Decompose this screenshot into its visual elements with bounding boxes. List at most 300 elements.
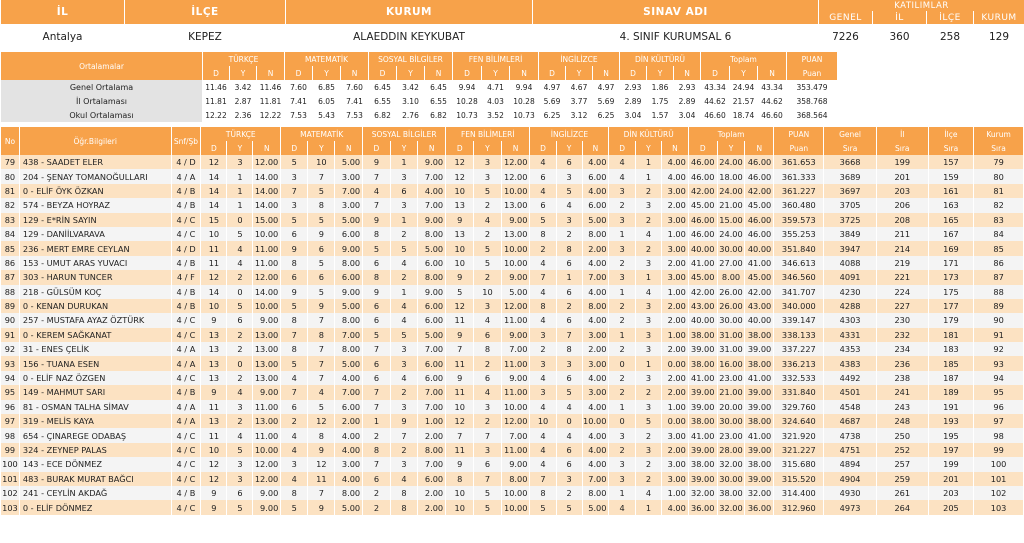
student-rank: 3705 [824,198,875,212]
student-score: 9 [281,241,307,255]
student-score: 3 [609,457,634,471]
average-value: 1.57 [651,110,669,120]
student-score: 9.00 [253,385,280,399]
student-score: 26.00 [718,285,745,299]
student-score: 3 [557,356,582,370]
student-row [1,184,1023,198]
student-class: 4 / B [172,486,201,500]
student-score: 9 [363,213,390,227]
average-value: 3.04 [678,110,696,120]
student-name: 81 - OSMAN TALHA SİMAV [20,400,171,414]
student-rank: 88 [974,285,1023,299]
student-no: 91 [1,328,19,342]
student-puan: 321.920 [774,428,823,442]
student-rank: 97 [974,414,1023,428]
dyn-label: D [530,141,555,155]
student-rank: 243 [877,400,928,414]
student-score: 24.00 [718,184,745,198]
student-class: 4 / D [172,155,201,169]
student-score: 24.00 [718,227,745,241]
student-score: 3 [391,457,418,471]
student-score: 9.00 [335,241,362,255]
student-score: 3 [281,198,307,212]
student-score: 7.00 [583,270,609,284]
student-class: 4 / C [172,371,201,385]
student-row [1,155,1023,169]
col-rank-il: İl [877,127,928,141]
student-score: 6.00 [418,256,445,270]
student-score: 30.00 [718,313,745,327]
student-score: 38.00 [689,328,717,342]
dyn-label: Y [474,141,500,155]
dyn-label: N [335,141,362,155]
average-value: 24.94 [732,82,755,92]
student-rank: 90 [974,313,1023,327]
average-value: 7.41 [290,96,307,106]
student-score: 12.00 [502,414,530,428]
student-score: 4 [391,299,418,313]
col-subject-turkce: TÜRKÇE [201,127,280,141]
student-rank: 206 [877,198,928,212]
student-class: 4 / B [172,299,201,313]
student-score: 41.00 [745,256,773,270]
student-score: 30.00 [718,472,745,486]
student-score: 3 [636,371,661,385]
student-score: 23.00 [718,428,745,442]
student-name: 218 - GÜLSÜM KOÇ [20,285,171,299]
student-score: 8 [391,500,418,514]
student-score: 4 [391,313,418,327]
student-score: 6 [363,313,390,327]
student-score: 6.00 [583,169,609,183]
student-name: 204 - ŞENAY TOMANOĞULLARI [20,169,171,183]
student-score: 32.00 [689,486,717,500]
average-value: 4.97 [543,82,561,92]
student-no: 94 [1,371,19,385]
col-snf-sb: Snf/Şb [172,127,201,155]
student-score: 1 [227,169,252,183]
dyn-label: N [583,141,609,155]
student-name: 483 - BURAK MURAT BAĞCI [20,472,171,486]
student-score: 4.00 [335,428,362,442]
student-class: 4 / C [172,472,201,486]
student-score: 7.00 [335,328,362,342]
student-score: 1 [636,270,661,284]
student-score: 4 [530,371,555,385]
student-rank: 208 [877,213,928,227]
avg-subject-matematik: MATEMATİK [285,52,368,66]
student-score: 9 [281,285,307,299]
avg-dyn-label: Y [313,66,340,80]
student-score: 1 [391,213,418,227]
student-score: 4 [530,155,555,169]
student-score: 39.00 [689,385,717,399]
student-rank: 203 [877,184,928,198]
student-score: 6.00 [335,270,362,284]
student-no: 100 [1,457,19,471]
student-score: 13.00 [253,371,280,385]
student-score: 45.00 [689,270,717,284]
katilim-genel-value: 7226 [832,31,859,43]
col-subject-matematik: MATEMATİK [281,127,362,141]
avg-dyn-label: Y [566,66,592,80]
avg-dyn-label: D [539,66,565,80]
student-rank: 3697 [824,184,875,198]
student-rank: 201 [877,169,928,183]
student-score: 4.00 [583,400,609,414]
student-score: 1.00 [662,227,688,241]
avg-dyn-label: D [701,66,729,80]
student-score: 6 [557,371,582,385]
student-rank: 169 [929,241,973,255]
student-score: 7.00 [502,428,530,442]
student-score: 9.00 [502,328,530,342]
student-score: 1 [391,285,418,299]
average-label: Genel Ortalama [1,80,202,94]
student-score: 5.00 [418,328,445,342]
average-value: 3.12 [570,110,588,120]
student-rank: 264 [877,500,928,514]
student-class: 4 / B [172,256,201,270]
student-score: 1.00 [662,328,688,342]
student-score: 8 [281,313,307,327]
student-score: 8 [391,486,418,500]
student-score: 7 [281,184,307,198]
student-score: 10.00 [253,443,280,457]
student-score: 12 [308,414,334,428]
student-score: 3 [636,328,661,342]
student-score: 12 [201,155,226,169]
student-rank: 4383 [824,356,875,370]
student-rank: 84 [974,227,1023,241]
student-score: 6 [557,313,582,327]
student-score: 5 [227,500,252,514]
student-score: 9 [201,500,226,514]
student-score: 8 [557,241,582,255]
average-value: 10.73 [456,110,478,120]
dyn-label: Y [557,141,582,155]
student-score: 46.00 [689,213,717,227]
avg-subject-turkce: TÜRKÇE [203,52,284,66]
student-rank: 3689 [824,169,875,183]
student-rank: 4904 [824,472,875,486]
student-score: 0.00 [662,356,688,370]
student-class: 4 / B [172,184,201,198]
student-score: 10.00 [502,500,530,514]
student-score: 6 [391,184,418,198]
student-score: 26.00 [718,299,745,313]
katilim-col-genel: GENEL [819,11,872,24]
student-puan: 341.707 [774,285,823,299]
avg-dyn-label: Y [647,66,673,80]
student-puan: 312.960 [774,500,823,514]
student-score: 10 [446,500,473,514]
student-score: 20.00 [718,400,745,414]
student-score: 3 [609,270,634,284]
student-score: 9.00 [418,285,445,299]
student-rank: 250 [877,428,928,442]
student-rank: 85 [974,241,1023,255]
student-score: 6 [557,443,582,457]
student-score: 2 [636,184,661,198]
student-score: 13.00 [253,414,280,428]
average-value: 6.25 [597,110,615,120]
student-rank: 4738 [824,428,875,442]
student-score: 3 [636,400,661,414]
student-score: 32.00 [718,457,745,471]
student-score: 7 [446,428,473,442]
avg-dyn-label: Y [230,66,256,80]
student-score: 5 [308,256,334,270]
student-score: 5 [308,213,334,227]
student-score: 2.00 [583,342,609,356]
average-value: 7.53 [346,110,363,120]
student-score: 15.00 [253,213,280,227]
student-score: 7 [308,342,334,356]
student-score: 9 [446,457,473,471]
student-score: 2.00 [662,385,688,399]
student-puan: 315.520 [774,472,823,486]
student-score: 4.00 [418,184,445,198]
student-score: 2.00 [583,241,609,255]
average-value: 21.57 [732,96,755,106]
student-score: 10 [446,400,473,414]
student-rank: 201 [929,472,973,486]
student-score: 1 [609,285,634,299]
student-name: 654 - ÇINAREGE ODABAŞ [20,428,171,442]
student-rank: 257 [877,457,928,471]
student-score: 3.00 [335,169,362,183]
student-score: 0 [227,356,252,370]
average-value: 9.94 [515,82,533,92]
student-score: 12 [446,414,473,428]
student-score: 2 [281,414,307,428]
student-score: 10 [201,443,226,457]
student-score: 2 [557,299,582,313]
student-score: 2 [636,457,661,471]
student-puan: 314.400 [774,486,823,500]
average-value: 6.55 [430,96,447,106]
student-score: 3 [474,400,500,414]
student-score: 42.00 [745,184,773,198]
student-rank: 157 [929,155,973,169]
col-subject-sosyal: SOSYAL BİLGİLER [363,127,445,141]
student-score: 11 [201,428,226,442]
student-score: 4 [227,385,252,399]
student-score: 4 [530,400,555,414]
student-score: 4.00 [335,371,362,385]
student-score: 9 [201,486,226,500]
student-score: 38.00 [689,457,717,471]
student-score: 5 [281,213,307,227]
student-score: 1 [609,486,634,500]
student-score: 38.00 [745,328,773,342]
student-score: 6 [281,270,307,284]
student-score: 0 [227,213,252,227]
student-no: 90 [1,313,19,327]
student-score: 2 [227,371,252,385]
student-score: 3 [530,356,555,370]
student-name: 438 - SAADET ELER [20,155,171,169]
student-score: 6 [474,328,500,342]
student-score: 4.00 [662,155,688,169]
student-no: 86 [1,256,19,270]
student-score: 3 [227,472,252,486]
student-score: 6 [530,169,555,183]
student-score: 6 [227,313,252,327]
student-score: 2 [474,414,500,428]
student-score: 1 [636,155,661,169]
student-score: 5.00 [335,356,362,370]
dyn-label: N [502,141,530,155]
student-class: 4 / C [172,227,201,241]
student-score: 6.00 [418,371,445,385]
student-score: 9 [201,385,226,399]
student-score: 11 [446,385,473,399]
student-score: 3 [636,443,661,457]
student-score: 7 [308,169,334,183]
student-score: 5 [557,385,582,399]
student-score: 4 [636,285,661,299]
student-score: 12 [308,457,334,471]
student-rank: 177 [929,299,973,313]
student-score: 1 [391,155,418,169]
student-score: 6 [474,371,500,385]
col-ogr-bilgileri: Öğr.Bilgileri [20,127,171,155]
student-score: 14 [201,198,226,212]
student-score: 3.00 [662,241,688,255]
avg-subject-toplam: Toplam [701,52,786,66]
student-puan: 355.253 [774,227,823,241]
student-score: 9 [308,500,334,514]
student-score: 2.00 [418,486,445,500]
student-score: 23.00 [718,371,745,385]
student-score: 30.00 [718,241,745,255]
student-score: 10 [308,155,334,169]
student-score: 5 [474,486,500,500]
student-score: 3.00 [335,198,362,212]
average-label: İl Ortalaması [1,94,202,108]
average-value: 4.71 [487,82,504,92]
student-rank: 3947 [824,241,875,255]
student-rank: 221 [877,270,928,284]
student-score: 2 [609,371,634,385]
average-value: 358.768 [796,96,828,106]
student-puan: 346.613 [774,256,823,270]
student-score: 2.00 [662,371,688,385]
student-rank: 199 [877,155,928,169]
student-score: 5.00 [583,213,609,227]
student-rank: 3725 [824,213,875,227]
student-score: 8.00 [718,270,745,284]
student-class: 4 / C [172,328,201,342]
student-score: 11 [446,356,473,370]
student-rank: 4492 [824,371,875,385]
student-score: 2 [609,342,634,356]
student-score: 7 [474,472,500,486]
student-rank: 236 [877,356,928,370]
student-score: 3 [557,169,582,183]
student-score: 3 [557,213,582,227]
student-score: 9 [446,213,473,227]
student-row [1,356,1023,370]
student-score: 28.00 [718,443,745,457]
student-score: 9 [446,270,473,284]
student-score: 7.00 [502,342,530,356]
average-value: 2.76 [402,110,419,120]
average-value: 3.42 [234,82,252,92]
sinav-value: 4. SINIF KURUMSAL 6 [619,31,732,43]
student-score: 1 [363,414,390,428]
student-score: 7 [530,270,555,284]
average-value: 3.04 [624,110,642,120]
student-puan: 351.840 [774,241,823,255]
student-score: 2 [636,213,661,227]
exam-info-header [0,0,1024,50]
student-score: 2.00 [662,256,688,270]
student-score: 12 [446,155,473,169]
student-puan: 339.147 [774,313,823,327]
student-score: 3 [636,198,661,212]
student-row [1,500,1023,514]
avg-subject-din: DİN KÜLTÜRÜ [620,52,700,66]
student-score: 3 [557,472,582,486]
student-score: 7.00 [335,184,362,198]
student-class: 4 / C [172,457,201,471]
student-row [1,472,1023,486]
student-score: 31.00 [718,328,745,342]
student-score: 10.00 [253,227,280,241]
dyn-label: Y [391,141,418,155]
student-score: 2.00 [662,313,688,327]
student-score: 5 [363,241,390,255]
dyn-label: Y [227,141,252,155]
student-score: 4.00 [583,256,609,270]
student-score: 11.00 [253,256,280,270]
student-score: 2 [609,299,634,313]
student-score: 10.00 [502,400,530,414]
student-score: 5.00 [502,285,530,299]
average-value: 7.41 [346,96,363,106]
student-score: 8 [281,486,307,500]
student-row [1,227,1023,241]
average-value: 18.74 [732,110,755,120]
student-score: 5 [227,443,252,457]
student-puan: 332.533 [774,371,823,385]
student-score: 8.00 [335,486,362,500]
student-puan: 315.680 [774,457,823,471]
kurum-value: ALAEDDIN KEYKUBAT [353,31,465,43]
ilce-header: İLÇE [125,0,285,24]
student-score: 46.00 [745,227,773,241]
student-score: 4 [227,256,252,270]
student-score: 7.00 [418,457,445,471]
averages-corner: Ortalamalar [1,52,202,80]
student-score: 4.00 [583,428,609,442]
avg-dyn-label: N [257,66,284,80]
avg-dyn-label: N [425,66,452,80]
student-rank: 83 [974,213,1023,227]
student-score: 6.00 [418,299,445,313]
student-no: 103 [1,500,19,514]
student-score: 11.00 [502,313,530,327]
student-score: 45.00 [745,198,773,212]
student-score: 2.00 [662,198,688,212]
student-class: 4 / F [172,270,201,284]
katilim-il-value: 360 [889,31,910,43]
col-rank-kurum: Kurum [974,127,1023,141]
student-score: 6 [474,457,500,471]
